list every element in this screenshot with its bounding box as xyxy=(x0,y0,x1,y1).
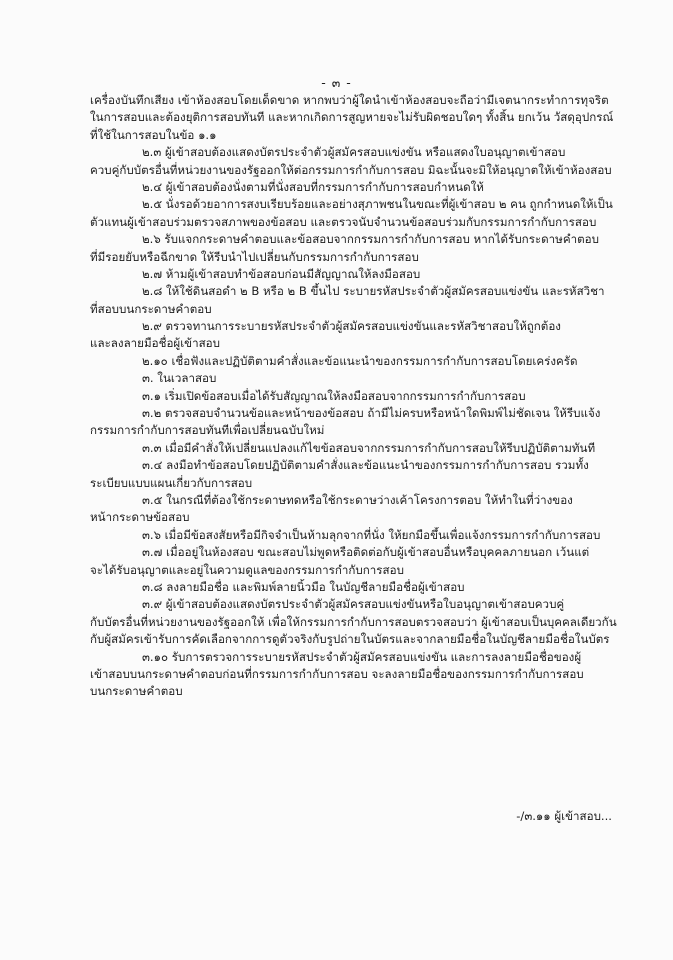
clause-3-5: ๓.๕ ในกรณีที่ต้องใช้กระดาษทดหรือใช้กระดาษว่างเค้าโครงการตอบ ให้ทำในที่ว่างของ xyxy=(142,492,573,507)
clause-2-7: ๒.๗ ห้ามผู้เข้าสอบทำข้อสอบก่อนมีสัญญาณให้ลงมือสอบ xyxy=(142,266,421,281)
paragraph-line: ที่ใช้ในการสอบในข้อ ๑.๑ xyxy=(90,127,217,142)
clause-2-4: ๒.๔ ผู้เข้าสอบต้องนั่งตามที่นั่งสอบที่กรรมการกำกับการสอบกำหนดให้ xyxy=(142,179,484,194)
paragraph-line: กรรมการกำกับการสอบทันทีเพื่อเปลี่ยนฉบับใหม่ xyxy=(90,423,325,438)
clause-2-3: ๒.๓ ผู้เข้าสอบต้องแสดงบัตรประจำตัวผู้สมัครสอบแข่งขัน หรือแสดงใบอนุญาตเข้าสอบ xyxy=(142,145,566,160)
paragraph-line: ในการสอบและต้องยุติการสอบทันที และหากเกิดการสูญหายจะไม่รับผิดชอบใดๆ ทั้งสิ้น ยกเว้น วัสดุอุปกรณ์ xyxy=(90,110,614,125)
paragraph-line: ควบคู่กับบัตรอื่นที่หน่วยงานของรัฐออกให้ต่อกรรมการกำกับการสอบ มิฉะนั้นจะมิให้อนุญาตให้เข้าห้องสอบ xyxy=(90,162,612,177)
clause-2-8: ๒.๘ ให้ใช้ดินสอดำ ๒ B หรือ ๒ B ขึ้นไป ระบายรหัสประจำตัวผู้สมัครสอบแข่งขัน และรหัสวิชา xyxy=(142,284,605,299)
paragraph-line: บนกระดาษคำตอบ xyxy=(90,684,183,699)
clause-3-1: ๓.๑ เริ่มเปิดข้อสอบเมื่อได้รับสัญญาณให้ลงมือสอบจากกรรมการกำกับการสอบ xyxy=(142,388,526,403)
clause-2-10: ๒.๑๐ เชื่อฟังและปฏิบัติตามคำสั่งและข้อแนะนำของกรรมการกำกับการสอบโดยเคร่งครัด xyxy=(142,353,578,368)
clause-3-2: ๓.๒ ตรวจสอบจำนวนข้อและหน้าของข้อสอบ ถ้ามีไม่ครบหรือหน้าใดพิมพ์ไม่ชัดเจน ให้รีบแจ้ง xyxy=(142,406,601,421)
section-3-heading: ๓. ในเวลาสอบ xyxy=(142,371,217,386)
paragraph-line: และลงลายมือชื่อผู้เข้าสอบ xyxy=(90,336,221,351)
paragraph-line: ที่สอบบนกระดาษคำตอบ xyxy=(90,301,212,316)
paragraph-line: ที่มีรอยยับหรือฉีกขาด ให้รีบนำไปเปลี่ยนกับกรรมการกำกับการสอบ xyxy=(90,249,419,264)
page-number: - ๓ - xyxy=(321,75,352,90)
clause-2-5: ๒.๕ นั่งรอด้วยอาการสงบเรียบร้อยและอย่างสุภาพชนในขณะที่ผู้เข้าสอบ ๒ คน ถูกกำหนดให้เป็น xyxy=(142,197,613,212)
clause-3-6: ๓.๖ เมื่อมีข้อสงสัยหรือมีกิจจำเป็นห้ามลุกจากที่นั่ง ให้ยกมือขึ้นเพื่อแจ้งกรรมการกำกับการสอบ xyxy=(142,527,601,542)
paragraph-line: เครื่องบันทึกเสียง เข้าห้องสอบโดยเด็ดขาด หากพบว่าผู้ใดนำเข้าห้องสอบจะถือว่ามีเจตนากระทำการทุจริต xyxy=(90,93,609,107)
document-body xyxy=(90,92,630,701)
clause-3-8: ๓.๘ ลงลายมือชื่อ และพิมพ์ลายนิ้วมือ ในบัญชีลายมือชื่อผู้เข้าสอบ xyxy=(142,579,465,594)
paragraph-line: เข้าสอบบนกระดาษคำตอบก่อนที่กรรมการกำกับการสอบ จะลงลายมือชื่อของกรรมการกำกับการสอบ xyxy=(90,666,584,681)
clause-3-4: ๓.๔ ลงมือทำข้อสอบโดยปฏิบัติตามคำสั่งและข้อแนะนำของกรรมการกำกับการสอบ รวมทั้ง xyxy=(142,458,589,473)
paragraph-line: กับบัตรอื่นที่หน่วยงานของรัฐออกให้ เพื่อให้กรรมการกำกับการสอบตรวจสอบว่า ผู้เข้าสอบเป็นบุคคลเดียวกัน xyxy=(90,614,617,629)
clause-3-9: ๓.๙ ผู้เข้าสอบต้องแสดงบัตรประจำตัวผู้สมัครสอบแข่งขันหรือใบอนุญาตเข้าสอบควบคู่ xyxy=(142,597,565,612)
paragraph-line: หน้ากระดาษข้อสอบ xyxy=(90,510,190,525)
clause-3-7: ๓.๗ เมื่ออยู่ในห้องสอบ ขณะสอบไม่พูดหรือติดต่อกับผู้เข้าสอบอื่นหรือบุคคลภายนอก เว้นแต่ xyxy=(142,545,590,560)
clause-2-9: ๒.๙ ตรวจทานการระบายรหัสประจำตัวผู้สมัครสอบแข่งขันและรหัสวิชาสอบให้ถูกต้อง xyxy=(142,319,561,334)
clause-3-10: ๓.๑๐ รับการตรวจการระบายรหัสประจำตัวผู้สมัครสอบแข่งขัน และการลงลายมือชื่อของผู้ xyxy=(142,649,582,664)
paragraph-line: ตัวแทนผู้เข้าสอบร่วมตรวจสภาพของข้อสอบ และตรวจนับจำนวนข้อสอบร่วมกับกรรมการกำกับการสอบ xyxy=(90,214,597,229)
page-continuation: -/๓.๑๑ ผู้เข้าสอบ... xyxy=(516,809,612,823)
paragraph-line: ระเบียบแบบแผนเกี่ยวกับการสอบ xyxy=(90,475,253,490)
paragraph-line: กับผู้สมัครเข้ารับการคัดเลือกจากการดูตัวจริงกับรูปถ่ายในบัตรและจากลายมือชื่อในบัญชีลายมือชื่อในบัตร xyxy=(90,632,610,647)
clause-2-6: ๒.๖ รับแจกกระดาษคำตอบและข้อสอบจากกรรมการกำกับการสอบ หากได้รับกระดาษคำตอบ xyxy=(142,232,599,247)
paragraph-line: จะได้รับอนุญาตและอยู่ในความดูแลของกรรมการกำกับการสอบ xyxy=(90,562,404,577)
clause-3-3: ๓.๓ เมื่อมีคำสั่งให้เปลี่ยนแปลงแก้ไขข้อสอบจากกรรมการกำกับการสอบให้รีบปฏิบัติตามทันที xyxy=(142,440,596,455)
